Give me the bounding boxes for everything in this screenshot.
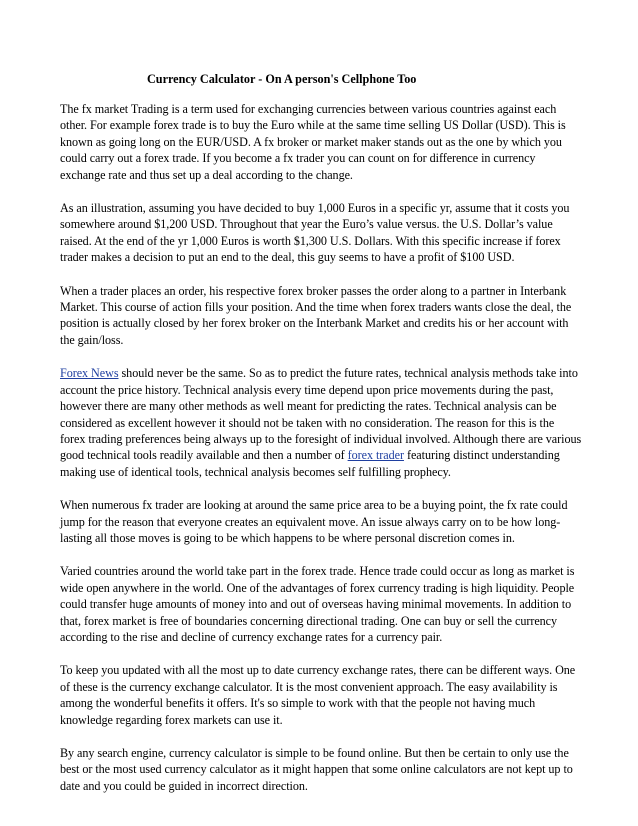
paragraph-order-placement: When a trader places an order, his respective forex broker passes the order along to a partner in Interbank Market. This course of action fills your position. And the time when forex traders wants close the deal, the position is actually closed by her forex broker on the Interbank Market and credits his or her account with the gain/loss. [60,283,572,347]
paragraph-technical-analysis-text: should never be the same. So as to predict the future rates, technical analysis methods take into account the price history. Technical analysis every time depend upon price movements during the past, however there are many other methods as well meant for predicting the rates. Technical analysis can be considered as excellent however it should not be taken with no consideration. The reason for this is the forex trading preferences being always up to the foresight of individual involved. Although there are various good technical tools readily available and then a number of [60,366,582,463]
paragraph-search-engine: By any search engine, currency calculator is simple to be found online. But then be certain to only use the best or the most used currency calculator as it might happen that some online calculators are not kept up to date and you could be guided in incorrect direction. [60,746,573,793]
forex-news-link[interactable]: Forex News [60,366,119,381]
paragraph-fx-trading-intro: The fx market Trading is a term used for exchanging currencies between various countries against each other. For example forex trade is to buy the Euro while at the same time selling US Dollar (USD). This is known as going long on the EUR/USD. A fx broker or market maker stands out as the one by which you could carry out a forex trade. If you become a fx trader you can count on for difference in currency exchange rate and thus set up a deal according to the change. [60,102,566,182]
paragraph-exchange-calculator: To keep you updated with all the most up to date currency exchange rates, there can be different ways. One of these is the currency exchange calculator. It is the most convenient approach. The easy availability is among the wonderful benefits it offers. It's so simple to work with that the people not having much knowledge regarding forex markets can use it. [60,663,576,727]
paragraph-liquidity: Varied countries around the world take part in the forex trade. Hence trade could occur as long as market is wide open anywhere in the world. One of the advantages of forex currency trading is high liquidity. People could transfer huge amounts of money into and out of overseas having minimal movements. In addition to that, forex market is free of boundaries concerning directional trading. One can buy or sell the currency according to the rise and decline of currency exchange rates for a currency pair. [60,564,575,644]
paragraph-buying-point: When numerous fx trader are looking at around the same price area to be a buying point, the fx rate could jump for the reason that everyone creates an equivalent move. An issue always carry on to be how long-lasting all those moves is going to be which happens to be where personal discretion comes in. [60,498,568,545]
paragraph-technical-analysis-tail: featuring distinct understanding making use of identical tools, technical analysis becomes self fulfilling prophecy. [60,448,560,479]
document-body [60,101,582,811]
document-title: Currency Calculator - On A person's Cellphone Too [147,72,417,86]
paragraph-technical-analysis [60,365,582,480]
paragraph-euro-example: As an illustration, assuming you have decided to buy 1,000 Euros in a specific yr, assume that it costs you somewhere around $1,200 USD. Throughout that year the Euro’s value versus. the U.S. Dollar’s value raised. At the end of the yr 1,000 Euros is worth $1,300 U.S. Dollars. With this specific increase if forex trader makes a decision to put an end to the deal, this guy seems to have a profit of $100 USD. [60,201,570,265]
forex-trader-link[interactable]: forex trader [347,448,404,463]
